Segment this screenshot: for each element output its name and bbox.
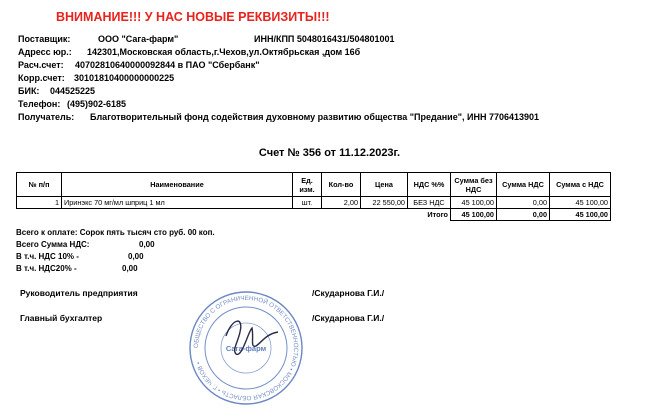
col-header-sum-with-vat: Сумма с НДС xyxy=(550,173,611,197)
supplier-inn-kpp: ИНН/КПП 5048016431/504801001 xyxy=(254,34,395,44)
total-sum-with-vat: 45 100,00 xyxy=(550,209,611,221)
accountant-label: Главный бухгалтер xyxy=(20,313,103,323)
address-label: Адресс юр.: xyxy=(18,47,72,57)
corr-value: 30101810400000000225 xyxy=(74,73,175,83)
col-header-vat-rate: НДС %% xyxy=(408,173,451,197)
address-value: 142301,Московская область,г.Чехов,ул.Октябрьская ,дом 16б xyxy=(87,47,361,57)
table-total-row xyxy=(17,209,611,221)
col-header-unit: Ед. изм. xyxy=(293,173,322,197)
supplier-label: Поставщик: xyxy=(18,34,71,44)
invoice-table xyxy=(16,172,611,221)
cell-sum-with-vat: 45 100,00 xyxy=(550,197,611,209)
vat10-value: 0,00 xyxy=(128,252,144,261)
vat20-value: 0,00 xyxy=(122,264,138,273)
cell-price: 22 550,00 xyxy=(361,197,408,209)
cell-num: 1 xyxy=(17,197,62,209)
recipient-value: Благотворительный фонд содействия духовному развитию общества "Предание", ИНН 7706413901 xyxy=(90,112,540,122)
bik-label: БИК: xyxy=(18,86,40,96)
col-header-qty: Кол-во xyxy=(322,173,361,197)
supplier-name: ООО "Сага-фарм" xyxy=(98,34,179,44)
cell-sum-no-vat: 45 100,00 xyxy=(451,197,497,209)
col-header-price: Цена xyxy=(361,173,408,197)
table-header-row xyxy=(17,173,611,197)
phone-value: (495)902-6185 xyxy=(67,99,127,109)
phone-label: Телефон: xyxy=(18,99,61,109)
total-payable-text: Всего к оплате: Сорок пять тысяч сто руб. 00 коп. xyxy=(16,228,215,237)
bik-value: 044525225 xyxy=(50,86,96,96)
recipient-label: Получатель: xyxy=(18,112,75,122)
vat20-label: В т.ч. НДС20% - xyxy=(16,264,77,273)
warning-banner: ВНИМАНИЕ!!! У НАС НОВЫЕ РЕКВИЗИТЫ!!! xyxy=(56,10,330,24)
director-label: Руководитель предприятия xyxy=(20,288,138,298)
table-row xyxy=(17,197,611,209)
col-header-vat-sum: Сумма НДС xyxy=(497,173,550,197)
cell-vat-sum: 0,00 xyxy=(497,197,550,209)
vat-total-label: Всего Сумма НДС: xyxy=(16,240,90,249)
stamp-ring-text: ОБЩЕСТВО С ОГРАНИЧЕННОЙ ОТВЕТСТВЕННОСТЬЮ • МОСКОВСКАЯ ОБЛАСТЬ • Г. ЧЕХОВ • xyxy=(192,294,300,402)
total-sum-no-vat: 45 100,00 xyxy=(451,209,497,221)
total-label: Итого xyxy=(427,210,448,220)
company-stamp xyxy=(186,288,306,408)
cell-name: Иринэкс 70 мг/мл шприц 1 мл xyxy=(62,197,293,209)
director-name: /Скударнова Г.И./ xyxy=(312,288,385,298)
total-vat-sum: 0,00 xyxy=(497,209,550,221)
account-label: Расч.счет: xyxy=(18,60,64,70)
stamp-center-text: Сага-фарм xyxy=(225,344,267,353)
supplier-row xyxy=(18,34,70,44)
accountant-name: /Скударнова Г.И./ xyxy=(312,313,385,323)
cell-qty: 2,00 xyxy=(322,197,361,209)
col-header-num: № п/п xyxy=(17,173,62,197)
cell-unit: шт. xyxy=(293,197,322,209)
account-value: 40702810640000092844 в ПАО "Сбербанк" xyxy=(75,60,260,70)
cell-vat-rate: БЕЗ НДС xyxy=(408,197,451,209)
vat-total-value: 0,00 xyxy=(139,240,155,249)
invoice-title: Счет № 356 от 11.12.2023г. xyxy=(258,147,401,159)
col-header-sum-no-vat: Сумма без НДС xyxy=(451,173,497,197)
vat10-label: В т.ч. НДС 10% - xyxy=(16,252,79,261)
col-header-name: Наименование xyxy=(62,173,293,197)
corr-label: Корр.счет: xyxy=(18,73,65,83)
